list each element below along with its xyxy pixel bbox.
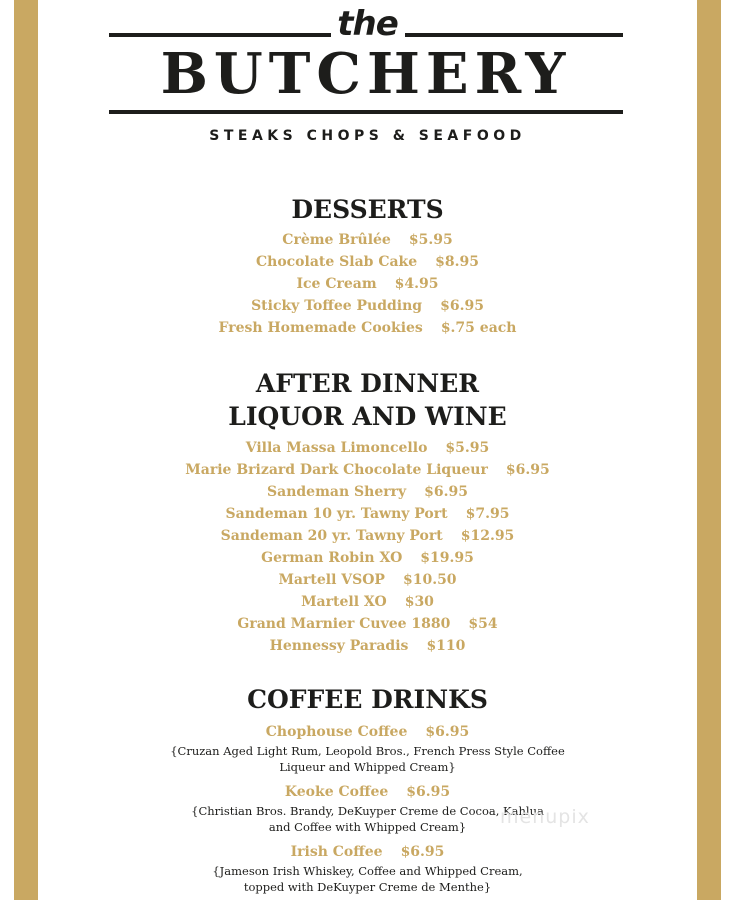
item-name: Villa Massa Limoncello xyxy=(245,440,428,456)
item-price: $7.95 xyxy=(465,506,510,522)
tagline: STEAKS CHOPS & SEAFOOD xyxy=(209,128,526,144)
item-name: Irish Coffee xyxy=(290,844,383,860)
item-price: $8.95 xyxy=(435,254,479,270)
item-name: Ice Cream xyxy=(296,276,377,292)
menu-item xyxy=(0,481,735,503)
liquor-section xyxy=(0,367,735,657)
menu-item xyxy=(0,591,735,613)
logo-name: BUTCHERY xyxy=(160,41,572,107)
menu-item xyxy=(0,437,735,459)
item-description: topped with DeKuyper Creme de Menthe} xyxy=(243,880,492,894)
item-price: $6.95 xyxy=(440,298,484,314)
menu-item xyxy=(0,229,735,251)
item-name: Marie Brizard Dark Chocolate Liqueur xyxy=(185,462,488,478)
item-price: $6.95 xyxy=(424,484,468,500)
item-price: $6.95 xyxy=(406,784,451,800)
desserts-section xyxy=(0,193,735,339)
item-name: Hennessy Paradis xyxy=(269,638,409,654)
item-name: German Robin XO xyxy=(261,550,403,566)
item-name: Chophouse Coffee xyxy=(265,724,408,740)
item-price: $30 xyxy=(404,594,434,610)
menu-item xyxy=(0,503,735,525)
logo-rule-top-right xyxy=(405,33,623,37)
menu-item xyxy=(0,547,735,569)
item-price: $6.95 xyxy=(400,844,445,860)
section-title: COFFEE DRINKS xyxy=(247,685,488,714)
item-price: $10.50 xyxy=(402,572,457,588)
menu-item xyxy=(0,635,735,657)
item-name: Martell VSOP xyxy=(278,572,385,588)
watermark: menupix xyxy=(500,806,590,828)
item-name: Grand Marnier Cuvee 1880 xyxy=(237,616,451,632)
item-price: $6.95 xyxy=(425,724,470,740)
item-name: Sandeman 20 yr. Tawny Port xyxy=(220,528,443,544)
item-name: Crème Brûlée xyxy=(282,232,391,248)
menu-item xyxy=(0,525,735,547)
section-title-line1: AFTER DINNER xyxy=(255,369,480,398)
item-price: $.75 each xyxy=(440,320,517,336)
menu-item xyxy=(0,613,735,635)
menu-item xyxy=(0,569,735,591)
item-description: {Christian Bros. Brandy, DeKuyper Creme de Cocoa, Kahlua xyxy=(191,804,544,818)
item-name: Sticky Toffee Pudding xyxy=(251,298,423,314)
menu-item xyxy=(0,781,735,803)
item-name: Sandeman 10 yr. Tawny Port xyxy=(225,506,448,522)
item-name: Martell XO xyxy=(301,594,387,610)
section-title-line2: LIQUOR AND WINE xyxy=(228,402,507,431)
item-name: Fresh Homemade Cookies xyxy=(218,320,423,336)
item-price: $5.95 xyxy=(445,440,490,456)
logo-the-text: the xyxy=(337,4,398,44)
item-description: {Jameson Irish Whiskey, Coffee and Whipped Cream, xyxy=(212,864,523,878)
menu-item xyxy=(0,295,735,317)
menu-item xyxy=(0,841,735,863)
item-price: $12.95 xyxy=(460,528,515,544)
item-price: $54 xyxy=(468,616,498,632)
item-name: Sandeman Sherry xyxy=(267,484,407,500)
item-price: $6.95 xyxy=(505,462,550,478)
item-description: {Cruzan Aged Light Rum, Leopold Bros., French Press Style Coffee xyxy=(170,744,565,758)
item-description: and Coffee with Whipped Cream} xyxy=(268,820,467,834)
menu-item xyxy=(0,251,735,273)
item-price: $4.95 xyxy=(394,276,439,292)
item-description: Liqueur and Whipped Cream} xyxy=(279,760,456,774)
coffee-section xyxy=(0,683,735,895)
menu-item xyxy=(0,273,735,295)
item-price: $110 xyxy=(426,638,466,654)
item-price: $5.95 xyxy=(408,232,453,248)
logo-rule-bottom xyxy=(109,110,623,114)
logo-rule-top-left xyxy=(109,33,331,37)
section-title: DESSERTS xyxy=(291,195,444,224)
menu-item xyxy=(0,459,735,481)
menu-item xyxy=(0,721,735,743)
menu-item xyxy=(0,317,735,339)
item-name: Keoke Coffee xyxy=(284,784,389,800)
item-price: $19.95 xyxy=(420,550,474,566)
item-name: Chocolate Slab Cake xyxy=(256,254,418,270)
